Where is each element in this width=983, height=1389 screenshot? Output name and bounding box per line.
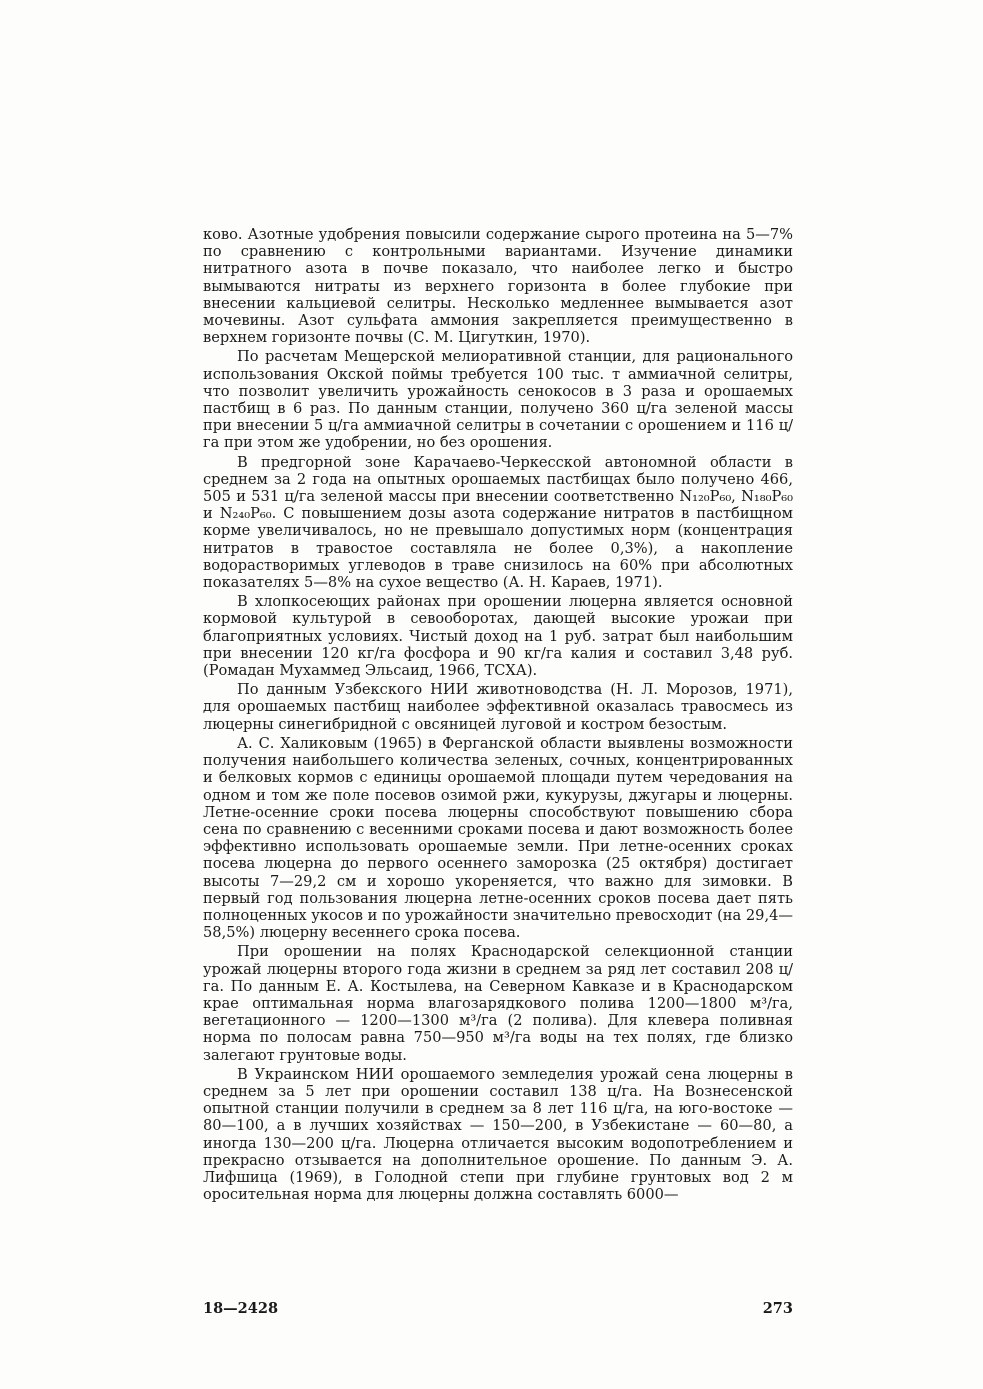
printer-signature: 18—2428 — [203, 1300, 279, 1317]
page-body — [203, 226, 793, 1205]
paragraph-1: ково. Азотные удобрения повысили содержание сырого протеина на 5—7% по сравнению с контрольными вариантами. Изучение динамики нитратного азота в почве показало, что наиболее легко и быстро вымываются нитраты из верхнего горизонта в более глубокие при внесении кальциевой селитры. Несколько медленнее вымывается азот мочевины. Азот сульфата аммония закрепляется преимущественно в верхнем горизонте почвы (С. М. Цигуткин, 1970). — [203, 226, 793, 347]
paragraph-3: В предгорной зоне Карачаево-Черкесской автономной области в среднем за 2 года на опытных орошаемых пастбищах было получено 466, 505 и 531 ц/га зеленой массы при внесении соответственно N₁₂₀P₆₀, N₁₈₀P₆₀ и N₂₄₀P₆₀. С повышением дозы азота содержание нитратов в пастбищном корме увеличивалось, но не превышало допустимых норм (концентрация нитратов в травостое составляла не более 0,3%), а накопление водорастворимых углеводов в траве снизилось на 60% при абсолютных показателях 5—8% на сухое вещество (А. Н. Караев, 1971). — [203, 453, 793, 592]
paragraph-5: По данным Узбекского НИИ животноводства (Н. Л. Морозов, 1971), для орошаемых пастбищ наиболее эффективной оказалась травосмесь из люцерны синегибридной с овсяницей луговой и костром безостым. — [203, 681, 793, 733]
paragraph-7: При орошении на полях Краснодарской селекционной станции урожай люцерны второго года жизни в среднем за ряд лет составил 208 ц/га. По данным Е. А. Костылева, на Северном Кавказе и в Краснодарском крае оптимальная норма влагозарядкового полива 1200—1800 м³/га, вегетационного — 1200—1300 м³/га (2 полива). Для клевера поливная норма по полосам равна 750—950 м³/га воды на тех полях, где близко залегают грунтовые воды. — [203, 943, 793, 1064]
paragraph-4: В хлопкосеющих районах при орошении люцерна является основной кормовой культурой в севооборотах, дающей высокие урожаи при благоприятных условиях. Чистый доход на 1 руб. затрат был наибольшим при внесении 120 кг/га фосфора и 90 кг/га калия и составил 3,48 руб. (Ромадан Мухаммед Эльсаид, 1966, ТСХА). — [203, 593, 793, 680]
page-number: 273 — [762, 1300, 793, 1317]
paragraph-8: В Украинском НИИ орошаемого земледелия урожай сена люцерны в среднем за 5 лет при орошении составил 138 ц/га. На Вознесенской опытной станции получили в среднем за 8 лет 116 ц/га, на юго-востоке — 80—100, а в лучших хозяйствах — 150—200, в Узбекистане — 60—80, а иногда 130—200 ц/га. Люцерна отличается высоким водопотреблением и прекрасно отзывается на дополнительное орошение. По данным Э. А. Лифшица (1969), в Голодной степи при глубине грунтовых вод 2 м оросительная норма для люцерны должна составлять 6000— — [203, 1065, 793, 1204]
paragraph-2: По расчетам Мещерской мелиоративной станции, для рационального использования Окской поймы требуется 100 тыс. т аммиачной селитры, что позволит увеличить урожайность сенокосов в 3 раза и орошаемых пастбищ в 6 раз. По данным станции, получено 360 ц/га зеленой массы при внесении 5 ц/га аммиачной селитры в сочетании с орошением и 116 ц/га при этом же удобрении, но без орошения. — [203, 348, 793, 452]
paragraph-6: А. С. Халиковым (1965) в Ферганской области выявлены возможности получения наибольшего количества зеленых, сочных, концентрированных и белковых кормов с единицы орошаемой площади путем чередования на одном и том же поле посевов озимой ржи, кукурузы, джугары и люцерны. Летне-осенние сроки посева люцерны способствуют повышению сбора сена по сравнению с весенними сроками посева и дают возможность более эффективно использовать орошаемые земли. При летне-осенних сроках посева люцерна до первого осеннего заморозка (25 октября) достигает высоты 7—29,2 см и хорошо укореняется, что важно для зимовки. В первый год пользования люцерна летне-осенних сроков посева дает пять полноценных укосов и по урожайности значительно превосходит (на 29,4—58,5%) люцерну весеннего срока посева. — [203, 734, 793, 942]
